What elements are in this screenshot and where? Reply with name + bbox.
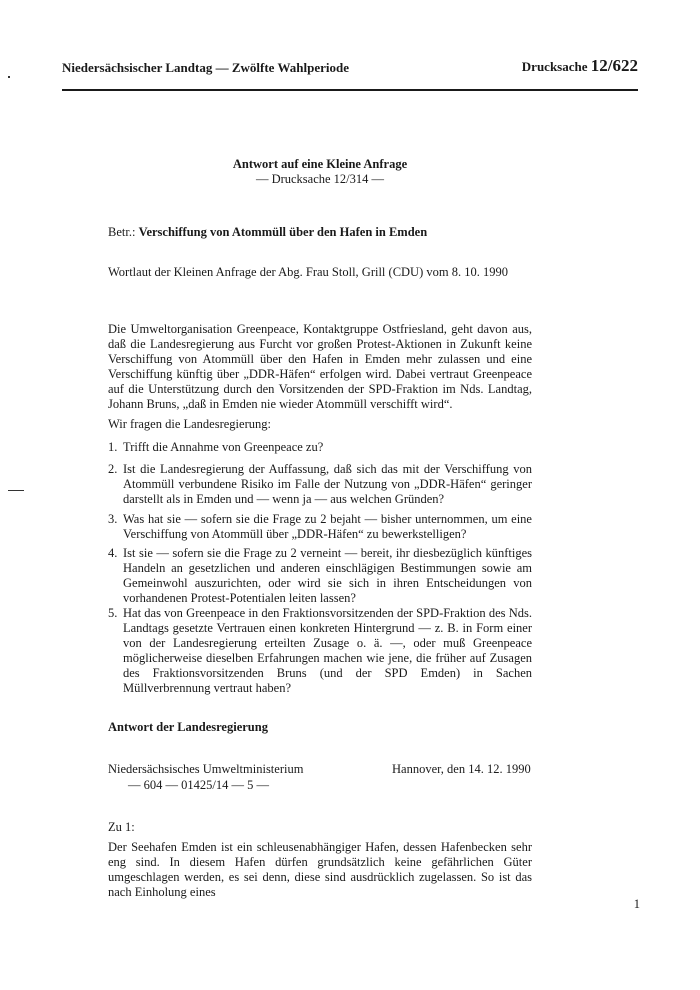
header-drucksache <box>522 56 638 76</box>
intro-paragraph: Die Umweltorganisation Greenpeace, Kontaktgruppe Ostfriesland, geht davon aus, daß die Landesregierung aus Furcht vor großen Protest-Aktionen in Zukunft keine Verschiffung von Atommüll über den Hafen in Emden mehr zulassen und eine Verschiffung künftig über „DDR-Häfen“ erfolgen wird. Dabei vertraut Greenpeace auf die Unterstützung durch den Vorsitzenden der SPD-Fraktion im Nds. Landtag, Johann Bruns, „daß in Emden nie wieder Atommüll verschifft wird“. <box>108 322 532 411</box>
title-line-2: — Drucksache 12/314 — <box>255 172 385 186</box>
ministry-reference: — 604 — 01425/14 — 5 — <box>128 778 269 792</box>
header-rule <box>62 89 638 91</box>
question-item <box>108 512 532 542</box>
question-item <box>108 462 532 507</box>
question-text: Hat das von Greenpeace in den Fraktionsvorsitzenden der SPD-Fraktion des Nds. Landtags gesetzte Vertrauen einen konkreten Hintergrund — z. B. in Form einer von der Landesregierung erteilten Zusage o. ä. —, oder muß Greenpeace möglicherweise dieselben Erfahrungen machen wie jene, die früher auf Zusagen des Fraktionsvorsitzenden Bruns (und der SPD Emden) in Sachen Müllverbrennung vertraut haben? <box>123 606 532 695</box>
question-item <box>108 440 532 455</box>
answer-paragraph: Der Seehafen Emden ist ein schleusenabhängiger Hafen, dessen Hafenbecken sehr eng sind. In diesem Hafen dürfen grundsätzlich keine gefährlichen Güter umgeschlagen werden, es sei denn, diese sind ausdrücklich zugelassen. So ist das nach Einholung eines <box>108 840 532 899</box>
drucksache-number: 12/622 <box>590 56 638 75</box>
scan-speck <box>8 76 10 78</box>
answer-heading: Antwort der Landesregierung <box>108 720 268 734</box>
question-intro: Wir fragen die Landesregierung: <box>108 417 271 431</box>
question-number: 3. <box>108 512 118 526</box>
zu-1-label: Zu 1: <box>108 820 135 834</box>
question-item <box>108 606 532 696</box>
question-number: 2. <box>108 462 118 476</box>
margin-mark <box>8 490 24 491</box>
place-date: Hannover, den 14. 12. 1990 <box>392 762 531 776</box>
subject-label: Betr.: <box>108 225 136 239</box>
subject-line <box>108 225 427 240</box>
question-text: Ist die Landesregierung der Auffassung, daß sich das mit der Verschiffung von Atommüll verbundene Risiko im Falle der Nutzung von „DDR-Häfen“ geringer darstellt als in Emden und — wenn ja — aus welchen Gründen? <box>123 462 532 506</box>
header-parliament: Niedersächsischer Landtag — Zwölfte Wahlperiode <box>62 60 349 75</box>
subject-text: Verschiffung von Atommüll über den Hafen in Emden <box>138 225 428 239</box>
question-text: Ist sie — sofern sie die Frage zu 2 verneint — bereit, ihr diesbezüglich künftiges Handeln an gesetzlichen und anderen einschlägigen Bestimmungen sowie am Gemeinwohl auszurichten, oder wird sie sich in ihren Entscheidungen von vorhandenen Protest-Potentialen leiten lassen? <box>123 546 532 605</box>
title-line-1: Antwort auf eine Kleine Anfrage <box>232 157 408 171</box>
ministry-name: Niedersächsisches Umweltministerium <box>108 762 304 776</box>
question-text: Trifft die Annahme von Greenpeace zu? <box>123 440 324 454</box>
drucksache-label: Drucksache <box>521 59 588 74</box>
wortlaut-line: Wortlaut der Kleinen Anfrage der Abg. Frau Stoll, Grill (CDU) vom 8. 10. 1990 <box>108 265 508 279</box>
question-text: Was hat sie — sofern sie die Frage zu 2 bejaht — bisher unternommen, um eine Verschiffung von Atommüll über „DDR-Häfen“ zu bewerkstelligen? <box>123 512 532 541</box>
question-item <box>108 546 532 606</box>
question-number: 1. <box>108 440 118 454</box>
page-number: 1 <box>633 897 640 911</box>
document-title <box>0 157 640 187</box>
question-number: 5. <box>108 606 118 620</box>
question-number: 4. <box>108 546 118 560</box>
